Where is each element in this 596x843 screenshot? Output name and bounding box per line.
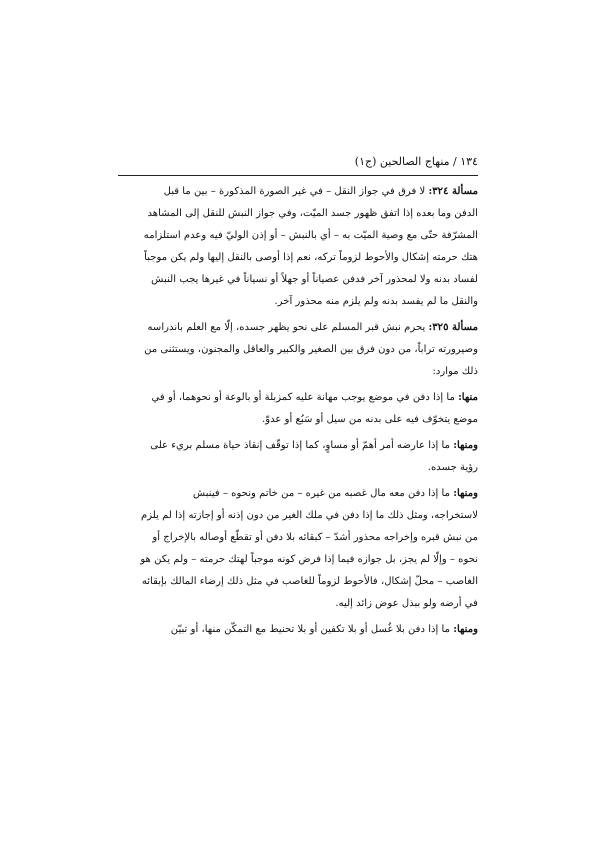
text-line <box>118 387 478 409</box>
paragraph-lead: منها: <box>458 392 478 403</box>
line-text: ذلك موارد: <box>432 366 478 377</box>
line-text: الدفن وما بعده إذا اتفق ظهور جسد الميّت، وفي جواز النبش للنقل إلى المشاهد <box>147 208 478 219</box>
text-line <box>118 483 478 505</box>
paragraph-lead: ومنها: <box>453 440 478 451</box>
paragraph <box>118 619 478 641</box>
text-line <box>118 225 478 247</box>
line-text: المشرّفة حتّى مع وصية الميّت به – أي بالنبش – أو إذن الوليّ فيه وعدم استلزامه <box>143 230 478 241</box>
line-text: وصيرورته تراباً، من دون فرق بين الصغير والكبير والعاقل والمجنون، ويستثنى من <box>144 344 478 355</box>
line-text: يحرم نبش قبر المسلم على نحو يظهر جسده، إلّا مع العلم باندراسه <box>147 322 426 333</box>
paragraph-lead: مسألة ٣٢٤: <box>428 186 478 197</box>
paragraph <box>118 483 478 615</box>
text-line <box>118 317 478 339</box>
paragraph <box>118 181 478 313</box>
text-line <box>118 505 478 527</box>
line-text: ما إذا دفن بلا غُسل أو بلا تكفين أو بلا تحنيط مع التمكّن منها، أو تبيّن <box>170 624 450 635</box>
paragraph-lead: ومنها: <box>453 488 478 499</box>
text-line <box>118 339 478 361</box>
running-head: ١٣٤ / منهاج الصالحين (ج١) <box>354 155 478 168</box>
line-text: لا فرق في جواز النقل – في غير الصورة المذكورة – بين ما قبل <box>163 186 426 197</box>
line-text: هتك حرمته إشكال والأحوط لزوماً تركه، نعم إذا أوصى بالنقل إليها ولم يكن موجباً <box>144 252 478 263</box>
line-text: والنقل ما لم يفسد بدنه ولم يلزم منه محذور آخر. <box>274 296 478 307</box>
text-line <box>118 435 478 457</box>
text-line <box>118 247 478 269</box>
line-text: نحوه – وإلّا لم يجز، بل جوازه فيما إذا فرض كونه موجباً لهتك حرمته – ولم يكن هو <box>140 554 478 565</box>
text-line <box>118 269 478 291</box>
paragraph-lead: ومنها: <box>453 624 478 635</box>
text-line <box>118 291 478 313</box>
paragraph <box>118 435 478 479</box>
line-text: الغاصب – محلّ إشكال، فالأحوط لزوماً للغاصب في مثل ذلك إرضاء المالك بإبقائه <box>141 576 478 587</box>
line-text: ما إذا دفن معه مال غصبه من غيره – من خاتم ونحوه – فينبش <box>192 488 450 499</box>
text-line <box>118 571 478 593</box>
text-line <box>118 181 478 203</box>
text-line <box>118 457 478 479</box>
paragraph <box>118 317 478 383</box>
line-text: رؤية جسده. <box>427 462 478 473</box>
paragraph-lead: مسألة ٣٢٥: <box>428 322 478 333</box>
line-text: لفساد بدنه ولا لمحذور آخر فدفن عصياناً أو جهلاً أو نسياناً في غيرها يجب النبش <box>151 274 478 285</box>
text-line <box>118 203 478 225</box>
text-line <box>118 409 478 431</box>
text-line <box>118 361 478 383</box>
text-line <box>118 619 478 641</box>
line-text: موضع يتخوّف فيه على بدنه من سيل أو سَبُع أو عدوّ. <box>262 414 478 425</box>
line-text: لاستخراجه، ومثل ذلك ما إذا دفن في ملك الغير من دون إذنه أو إجازته إذا لم يلزم <box>140 510 478 521</box>
header-rule <box>118 175 478 176</box>
line-text: في أرضه ولو ببذل عوض زائد إليه. <box>335 598 478 609</box>
line-text: من نبش قبره وإخراجه محذور أشدّ – كبقائه بلا دفن أو تقطّع أوصاله بالإخراج أو <box>152 532 478 543</box>
text-line <box>118 527 478 549</box>
text-line <box>118 549 478 571</box>
page-body <box>118 181 478 641</box>
line-text: ما إذا عارضه أمر أهمّ أو مساوٍ، كما إذا توقّف إنقاذ حياة مسلم بريء على <box>150 440 450 451</box>
text-line <box>118 593 478 615</box>
paragraph <box>118 387 478 431</box>
line-text: ما إذا دفن في موضع يوجب مهانة عليه كمزبلة أو بالوعة أو نحوهما، أو في <box>151 392 455 403</box>
